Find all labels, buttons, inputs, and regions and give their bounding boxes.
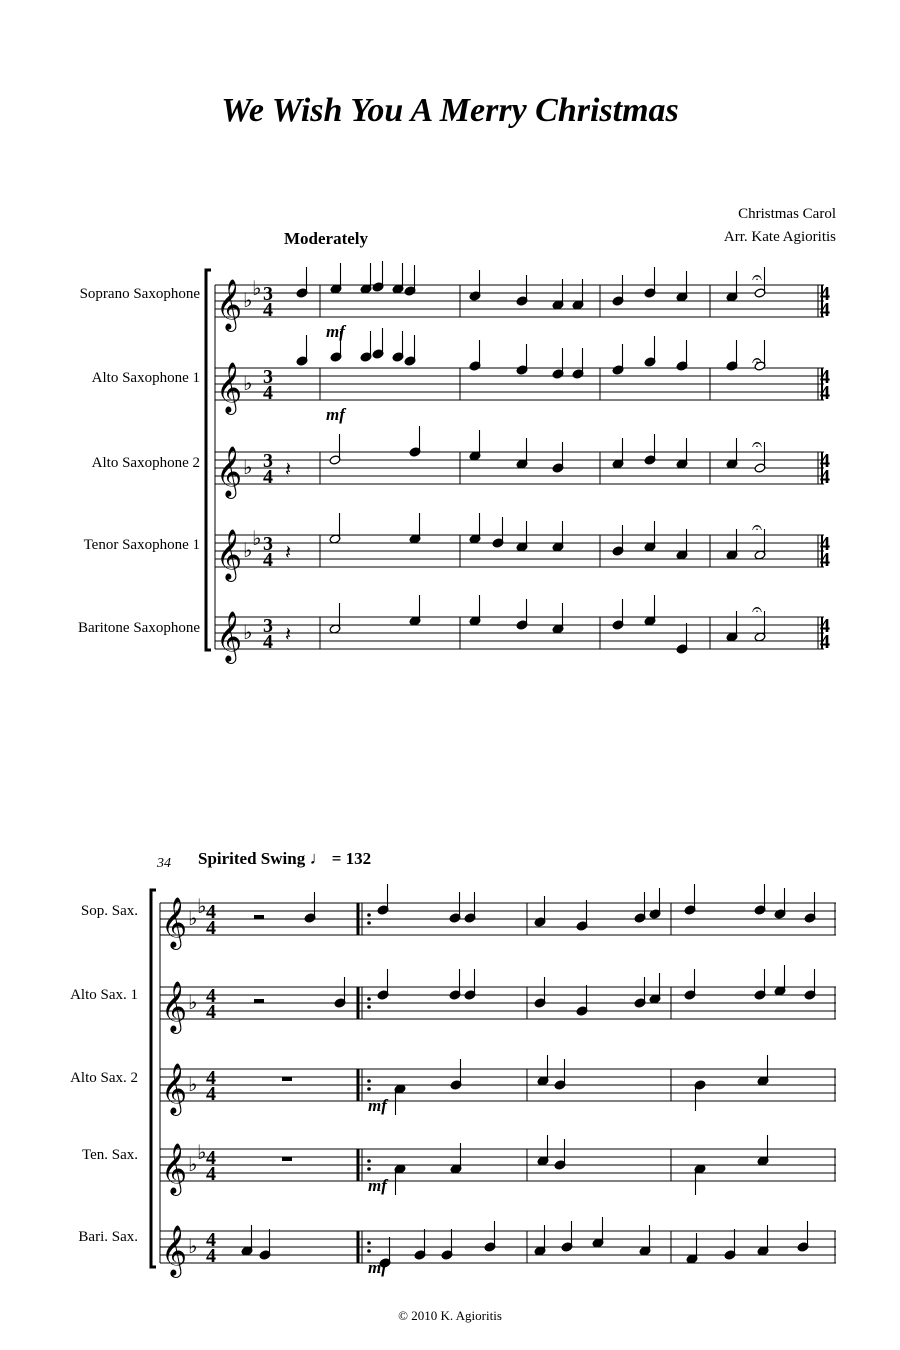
whole-rest-icon bbox=[282, 1077, 292, 1081]
tempo-value: = 132 bbox=[331, 849, 372, 868]
flat-sign-icon: ♭ bbox=[197, 896, 207, 918]
flat-sign-icon: ♭ bbox=[188, 1236, 198, 1258]
treble-clef-icon: 𝄞 bbox=[161, 982, 188, 1031]
fermata-icon: 𝄐 bbox=[752, 517, 763, 537]
treble-clef-icon: 𝄞 bbox=[161, 1064, 188, 1113]
time-signature-denominator: 4 bbox=[206, 1083, 216, 1105]
flat-sign-icon: ♭ bbox=[188, 1074, 198, 1096]
repeat-dot bbox=[367, 1005, 371, 1009]
time-signature-numerator: 3 bbox=[263, 533, 273, 555]
instrument-name: Tenor Saxophone 1 bbox=[83, 537, 200, 553]
flat-sign-icon: ♭ bbox=[243, 457, 253, 479]
time-signature-numerator: 4 bbox=[206, 901, 216, 923]
dynamic-marking: mf bbox=[368, 1096, 387, 1115]
time-signature-denominator: 4 bbox=[263, 466, 273, 488]
instrument-name: Ten. Sax. bbox=[81, 1147, 138, 1163]
flat-sign-icon: ♭ bbox=[197, 1142, 207, 1164]
repeat-dot bbox=[367, 1167, 371, 1171]
system-2 bbox=[151, 884, 836, 1278]
tempo-marking-system-1: Moderately bbox=[284, 229, 369, 248]
flat-sign-icon: ♭ bbox=[243, 540, 253, 562]
time-signature-numerator: 4 bbox=[206, 985, 216, 1007]
treble-clef-icon: 𝄞 bbox=[216, 447, 243, 496]
time-signature-change-denominator: 4 bbox=[820, 299, 830, 321]
instrument-name: Sop. Sax. bbox=[80, 903, 138, 919]
fermata-icon: 𝄐 bbox=[752, 599, 763, 619]
quarter-rest-icon: 𝄽 bbox=[285, 542, 292, 564]
repeat-dot bbox=[367, 1087, 371, 1091]
treble-clef-icon: 𝄞 bbox=[161, 1226, 188, 1275]
time-signature-numerator: 4 bbox=[206, 1067, 216, 1089]
flat-sign-icon: ♭ bbox=[188, 992, 198, 1014]
time-signature-change-numerator: 4 bbox=[820, 366, 830, 388]
time-signature-numerator: 4 bbox=[206, 1147, 216, 1169]
time-signature-denominator: 4 bbox=[263, 549, 273, 571]
time-signature-numerator: 3 bbox=[263, 283, 273, 305]
time-signature-denominator: 4 bbox=[206, 1245, 216, 1267]
flat-sign-icon: ♭ bbox=[243, 622, 253, 644]
time-signature-denominator: 4 bbox=[263, 631, 273, 653]
fermata-icon: 𝄐 bbox=[752, 350, 763, 370]
treble-clef-icon: 𝄞 bbox=[216, 530, 243, 579]
flat-sign-icon: ♭ bbox=[188, 908, 198, 930]
time-signature-denominator: 4 bbox=[206, 917, 216, 939]
instrument-name: Alto Saxophone 1 bbox=[91, 370, 200, 386]
dynamic-marking: mf bbox=[368, 1176, 387, 1195]
instrument-name: Baritone Saxophone bbox=[77, 620, 200, 636]
repeat-dot bbox=[367, 997, 371, 1001]
instrument-name: Soprano Saxophone bbox=[79, 286, 200, 302]
time-signature-denominator: 4 bbox=[206, 1163, 216, 1185]
repeat-dot bbox=[367, 1249, 371, 1253]
repeat-dot bbox=[367, 1241, 371, 1245]
time-signature-denominator: 4 bbox=[263, 299, 273, 321]
flat-sign-icon: ♭ bbox=[243, 290, 253, 312]
instrument-name: Alto Sax. 2 bbox=[70, 1070, 138, 1086]
dynamic-marking: mf bbox=[368, 1258, 387, 1277]
treble-clef-icon: 𝄞 bbox=[161, 898, 188, 947]
time-signature-change-denominator: 4 bbox=[820, 549, 830, 571]
time-signature-numerator: 3 bbox=[263, 366, 273, 388]
quarter-rest-icon: 𝄽 bbox=[285, 624, 292, 646]
flat-sign-icon: ♭ bbox=[243, 373, 253, 395]
copyright-notice: © 2010 K. Agioritis bbox=[398, 1308, 502, 1323]
treble-clef-icon: 𝄞 bbox=[216, 280, 243, 329]
time-signature-numerator: 3 bbox=[263, 615, 273, 637]
time-signature-change-numerator: 4 bbox=[820, 450, 830, 472]
instrument-name: Alto Sax. 1 bbox=[70, 987, 138, 1003]
system-bracket bbox=[151, 890, 156, 1267]
dynamic-marking: mf bbox=[326, 405, 345, 424]
quarter-note-icon: ♩ bbox=[309, 848, 328, 868]
instrument-name: Bari. Sax. bbox=[78, 1229, 138, 1245]
treble-clef-icon: 𝄞 bbox=[161, 1144, 188, 1193]
fermata-icon: 𝄐 bbox=[752, 267, 763, 287]
fermata-icon: 𝄐 bbox=[752, 434, 763, 454]
time-signature-denominator: 4 bbox=[263, 382, 273, 404]
tempo-text: Spirited Swing bbox=[198, 849, 306, 868]
time-signature-change-numerator: 4 bbox=[820, 283, 830, 305]
time-signature-denominator: 4 bbox=[206, 1001, 216, 1023]
flat-sign-icon: ♭ bbox=[188, 1154, 198, 1176]
repeat-dot bbox=[367, 1079, 371, 1083]
system-bracket bbox=[206, 270, 211, 650]
quarter-rest-icon: 𝄽 bbox=[285, 459, 292, 481]
time-signature-change-numerator: 4 bbox=[820, 533, 830, 555]
whole-rest-icon bbox=[282, 1157, 292, 1161]
flat-sign-icon: ♭ bbox=[252, 278, 262, 300]
instrument-name: Alto Saxophone 2 bbox=[91, 455, 200, 471]
time-signature-change-denominator: 4 bbox=[820, 631, 830, 653]
time-signature-change-denominator: 4 bbox=[820, 382, 830, 404]
time-signature-change-numerator: 4 bbox=[820, 615, 830, 637]
half-rest-icon bbox=[254, 915, 264, 919]
treble-clef-icon: 𝄞 bbox=[216, 612, 243, 661]
system-1 bbox=[206, 261, 830, 664]
arranger-credit: Arr. Kate Agioritis bbox=[723, 229, 836, 245]
repeat-dot bbox=[367, 1159, 371, 1163]
score-title: We Wish You A Merry Christmas bbox=[221, 92, 679, 129]
flat-sign-icon: ♭ bbox=[252, 528, 262, 550]
dynamic-marking: mf bbox=[326, 322, 345, 341]
composer-credit: Christmas Carol bbox=[738, 206, 836, 222]
repeat-dot bbox=[367, 921, 371, 925]
measure-number: 34 bbox=[157, 856, 171, 871]
time-signature-numerator: 4 bbox=[206, 1229, 216, 1251]
time-signature-change-denominator: 4 bbox=[820, 466, 830, 488]
half-rest-icon bbox=[254, 999, 264, 1003]
repeat-dot bbox=[367, 913, 371, 917]
treble-clef-icon: 𝄞 bbox=[216, 363, 243, 412]
time-signature-numerator: 3 bbox=[263, 450, 273, 472]
